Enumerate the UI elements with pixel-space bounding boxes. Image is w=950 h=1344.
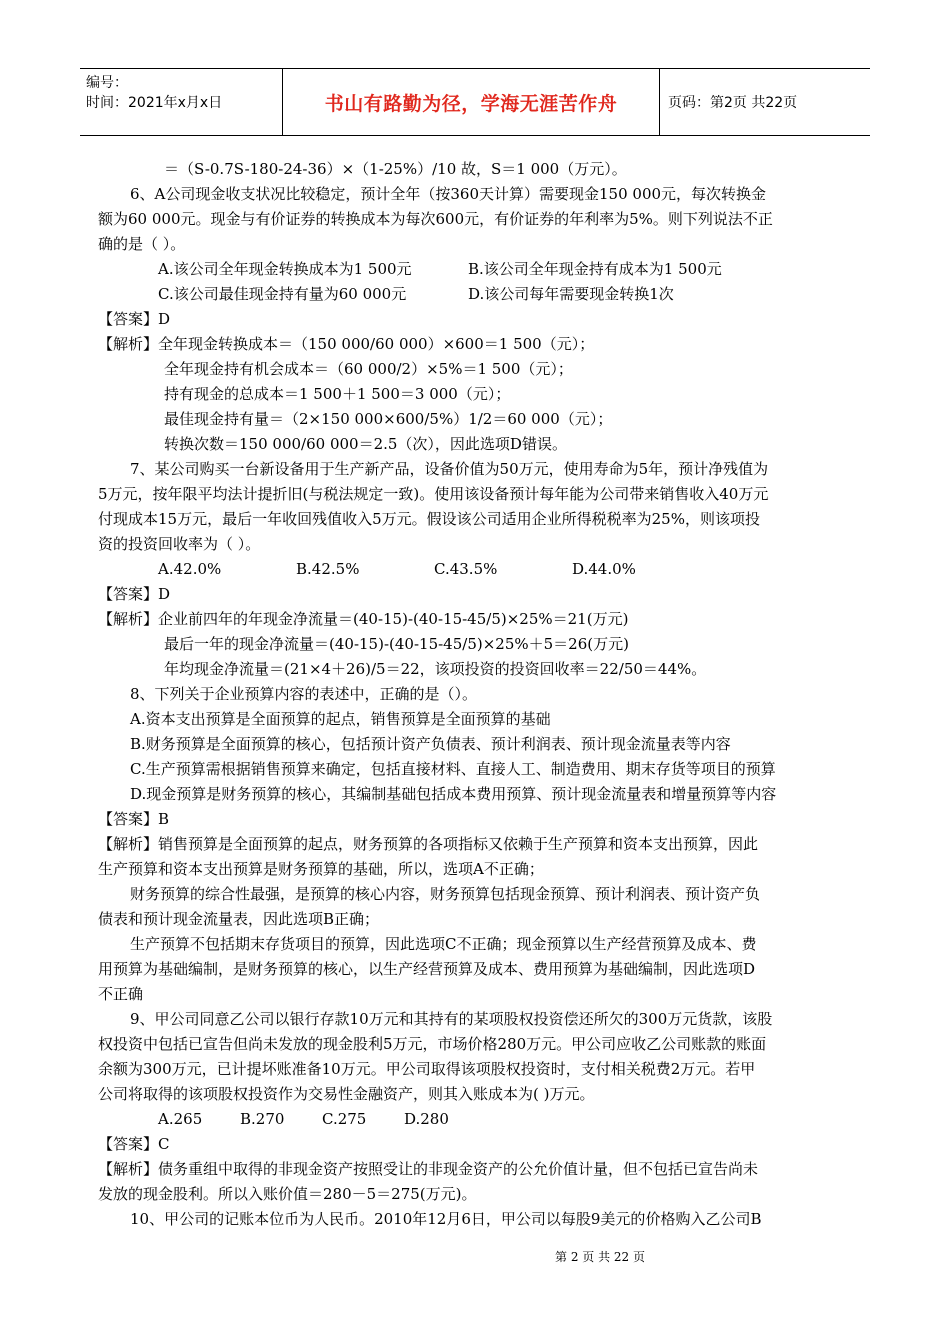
text-line: 9、甲公司同意乙公司以银行存款10万元和其持有的某项股权投资偿还所欠的300万元货款，该股: [130, 1010, 773, 1028]
text-line: 发放的现金股利。所以入账价值＝280－5＝275(万元)。: [98, 1185, 477, 1203]
header-center: [283, 69, 660, 135]
text-line: 【答案】D: [98, 585, 171, 603]
text-line: [98, 1107, 854, 1132]
option-item: C.43.5%: [434, 560, 498, 578]
text-line: 8、下列关于企业预算内容的表述中，正确的是（）。: [130, 685, 478, 703]
doc-number: 编号：: [86, 75, 128, 91]
text-line: 转换次数＝150 000/60 000＝2.5（次），因此选项D错误。: [164, 435, 567, 453]
text-line: 10、甲公司的记账本位币为人民币。2010年12月6日，甲公司以每股9美元的价格购入乙公司B: [130, 1210, 762, 1228]
text-line: [98, 282, 854, 307]
text-line: 不正确: [98, 985, 144, 1003]
text-line: 【答案】D: [98, 310, 171, 328]
text-line: 全年现金持有机会成本＝（60 000/2）×5%＝1 500（元）；: [164, 360, 573, 378]
header-right: [660, 69, 870, 135]
text-line: 资的投资回收率为（ ）。: [98, 535, 261, 553]
text-line: 用预算为基础编制，是财务预算的核心，以生产经营预算及成本、费用预算为基础编制，因此选项D: [98, 960, 756, 978]
text-line: 债表和预计现金流量表，因此选项B正确；: [98, 910, 380, 928]
text-line: C.生产预算需根据销售预算来确定，包括直接材料、直接人工、制造费用、期末存货等项目的预算: [130, 760, 776, 778]
text-line: A.资本支出预算是全面预算的起点，销售预算是全面预算的基础: [130, 710, 551, 728]
page-indicator: 页码：第2页 共22页: [668, 95, 798, 111]
text-line: B.财务预算是全面预算的核心，包括预计资产负债表、预计利润表、预计现金流量表等内容: [130, 735, 731, 753]
text-line: 【解析】企业前四年的年现金净流量＝(40-15)-(40-15-45/5)×25%＝21(万元): [98, 610, 629, 628]
text-line: 6、A公司现金收支状况比较稳定，预计全年（按360天计算）需要现金150 000元，每次转换金: [130, 185, 767, 203]
text-line: D.现金预算是财务预算的核心，其编制基础包括成本费用预算、预计现金流量表和增量预算等内容: [130, 785, 777, 803]
text-line: 最后一年的现金净流量＝(40-15)-(40-15-45/5)×25%＋5＝26(万元): [164, 635, 629, 653]
page-footer: 第 2 页 共 22 页: [555, 1250, 645, 1264]
option-item: D.280: [404, 1110, 449, 1128]
text-line: 财务预算的综合性最强，是预算的核心内容，财务预算包括现金预算、预计利润表、预计资产负: [130, 885, 761, 903]
option-item: D.44.0%: [572, 560, 636, 578]
option-item: B.42.5%: [296, 560, 360, 578]
option-item: B.该公司全年现金持有成本为1 500元: [468, 260, 722, 278]
page-header: [80, 68, 870, 136]
option-item: C.该公司最佳现金持有量为60 000元: [158, 285, 407, 303]
text-line: 生产预算不包括期末存货项目的预算，因此选项C不正确；现金预算以生产经营预算及成本、费: [130, 935, 757, 953]
option-item: A.该公司全年现金转换成本为1 500元: [158, 260, 412, 278]
text-line: [98, 257, 854, 282]
text-line: 【答案】C: [98, 1135, 170, 1153]
option-item: D.该公司每年需要现金转换1次: [468, 285, 674, 303]
text-line: 5万元，按年限平均法计提折旧(与税法规定一致)。使用该设备预计每年能为公司带来销售收入40万元: [98, 485, 769, 503]
text-line: 最佳现金持有量＝（2×150 000×600/5%）1/2＝60 000（元）；: [164, 410, 613, 428]
motto: 书山有路勤为径，学海无涯苦作舟: [324, 92, 618, 115]
text-line: 公司将取得的该项股权投资作为交易性金融资产，则其入账成本为( )万元。: [98, 1085, 595, 1103]
text-line: 付现成本15万元，最后一年收回残值收入5万元。假设该公司适用企业所得税税率为25%，则该项投: [98, 510, 760, 528]
text-line: 持有现金的总成本＝1 500＋1 500＝3 000（元）；: [164, 385, 511, 403]
text-line: ＝（S-0.7S-180-24-36）×（1-25%）/10 故，S＝1 000（万元）。: [164, 160, 627, 178]
option-item: C.275: [322, 1110, 367, 1128]
doc-date: 时间：2021年x月x日: [86, 95, 223, 111]
text-line: 【解析】债务重组中取得的非现金资产按照受让的非现金资产的公允价值计量，但不包括已宣告尚未: [98, 1160, 759, 1178]
text-line: 【答案】B: [98, 810, 170, 828]
document-body: [98, 157, 854, 1232]
option-item: B.270: [240, 1110, 285, 1128]
text-line: 7、某公司购买一台新设备用于生产新产品，设备价值为50万元，使用寿命为5年，预计净残值为: [130, 460, 769, 478]
text-line: 余额为300万元，已计提坏账准备10万元。甲公司取得该项股权投资时，支付相关税费2万元。若甲: [98, 1060, 756, 1078]
header-left: [80, 69, 283, 135]
option-item: A.42.0%: [158, 560, 222, 578]
text-line: 【解析】全年现金转换成本＝（150 000/60 000）×600＝1 500（元）；: [98, 335, 595, 353]
option-item: A.265: [158, 1110, 203, 1128]
text-line: 【解析】销售预算是全面预算的起点，财务预算的各项指标又依赖于生产预算和资本支出预算，因此: [98, 835, 759, 853]
text-line: [98, 557, 854, 582]
text-line: 确的是（ ）。: [98, 235, 186, 253]
text-line: 年均现金净流量＝(21×4＋26)/5＝22，该项投资的投资回收率＝22/50＝44%。: [164, 660, 707, 678]
text-line: 生产预算和资本支出预算是财务预算的基础，所以，选项A不正确；: [98, 860, 544, 878]
text-line: 额为60 000元。现金与有价证券的转换成本为每次600元，有价证券的年利率为5%。则下列说法不正: [98, 210, 773, 228]
text-line: 权投资中包括已宣告但尚未发放的现金股利5万元，市场价格280万元。甲公司应收乙公司账款的账面: [98, 1035, 767, 1053]
